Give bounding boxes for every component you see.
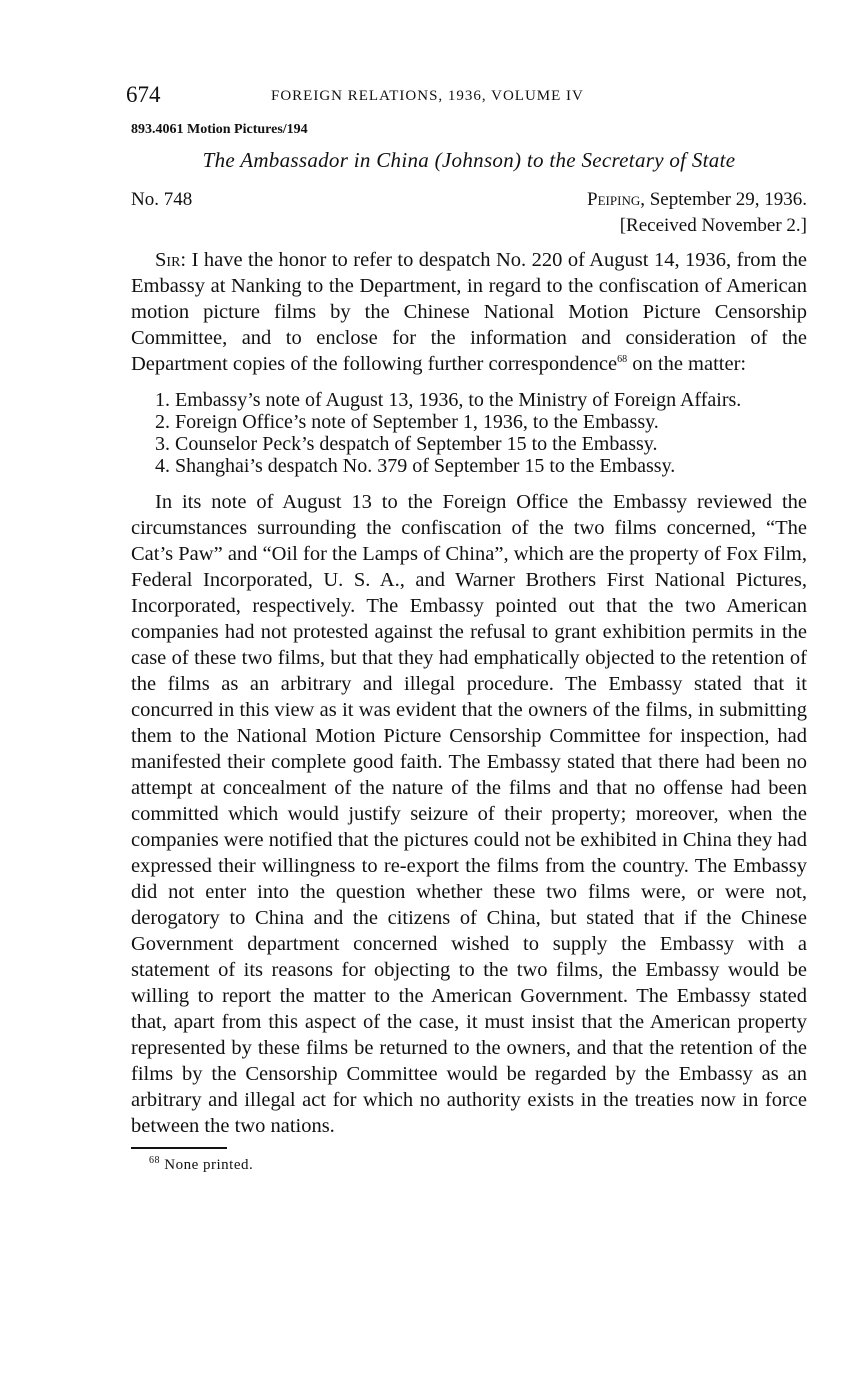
list-item: 1. Embassy’s note of August 13, 1936, to the Ministry of Foreign Affairs. — [155, 389, 742, 411]
footnote-mark: 68 — [149, 1155, 160, 1166]
paragraph-intro — [131, 247, 807, 377]
paragraph-intro-text: : I have the honor to refer to despatch No. 220 of August 14, 1936, from the Embassy at Nanking to the Department, in regard to the confiscation of American motion picture films by the Chinese National Motion Picture Censorship Committee, and to enclose for the information and consideration of the Department copies of the following further correspondence — [131, 249, 807, 375]
place: Peiping — [587, 189, 641, 210]
footnote-text: None printed. — [164, 1157, 254, 1173]
place-date — [587, 189, 807, 211]
file-number: 893.4061 Motion Pictures/194 — [131, 122, 308, 137]
paragraph-main: In its note of August 13 to the Foreign Office the Embassy reviewed the circumstances surrounding the confiscation of the two films concerned, “The Cat’s Paw” and “Oil for the Lamps of China”, which are the property of Fox Film, Federal Incorporated, U. S. A., and Warner Brothers First National Pictures, Incorporated, respectively. The Embassy pointed out that the two American companies had not protested against the refusal to grant exhibition permits in the case of these two films, but that they had emphatically objected to the retention of the films as an arbitrary and illegal procedure. The Embassy stated that it concurred in this view as it was evident that the owners of the films, in submitting them to the National Motion Picture Censorship Committee for inspection, had manifested their complete good faith. The Embassy stated that there had been no attempt at concealment of the nature of the films and that no offense had been committed which would justify seizure of their property; moreover, when the companies were notified that the pictures could not be exhibited in China they had expressed their willingness to re-export the films from the country. The Embassy did not enter into the question whether these two films were, or were not, derogatory to China and the citizens of China, but stated that if the Chinese Government department concerned wished to supply the Embassy with a statement of its reasons for objecting to the two films, the Embassy would be willing to report the matter to the American Government. The Embassy stated that, apart from this aspect of the case, it must insist that the American property represented by these films be returned to the owners, and that the retention of the films by the Censorship Committee would be regarded by the Embassy as an arbitrary and illegal act for which no authority exists in the treaties now in force between the two nations. — [131, 491, 807, 1137]
salutation: Sir — [155, 249, 181, 271]
document-heading: The Ambassador in China (Johnson) to the Secretary of State — [202, 148, 736, 172]
list-item: 4. Shanghai’s despatch No. 379 of September 15 to the Embassy. — [155, 455, 676, 477]
footnote-reference: 68 — [617, 354, 628, 366]
footnote-rule — [131, 1147, 227, 1149]
list-item: 3. Counselor Peck’s despatch of September 15 to the Embassy. — [155, 433, 658, 455]
enclosure-list — [131, 389, 807, 477]
list-item: 2. Foreign Office’s note of September 1, 1936, to the Embassy. — [155, 411, 659, 433]
dateline — [131, 189, 807, 243]
footnote — [149, 1157, 807, 1174]
received-date: [Received November 2.] — [619, 215, 807, 236]
despatch-number: No. 748 — [131, 189, 193, 210]
page-number: 674 — [126, 82, 161, 107]
running-title: FOREIGN RELATIONS, 1936, VOLUME IV — [271, 88, 584, 104]
document-page — [126, 82, 807, 1174]
paragraph-intro-end: on the matter: — [627, 353, 747, 375]
date: , September 29, 1936. — [640, 189, 807, 210]
running-head — [126, 82, 807, 116]
